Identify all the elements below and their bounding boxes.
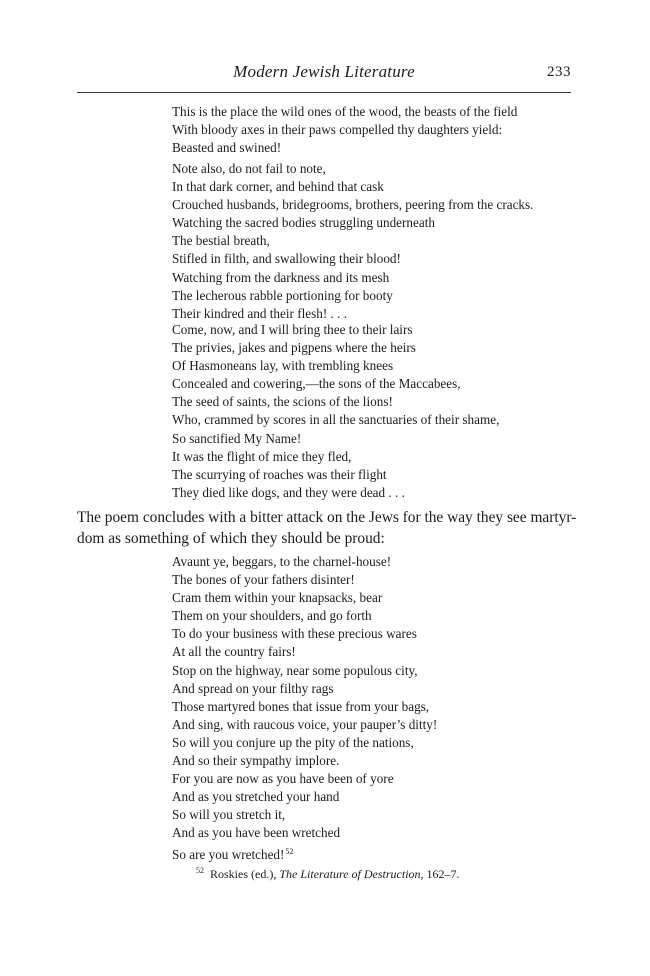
poem-line: At all the country fairs! bbox=[172, 644, 296, 660]
poem-line: With bloody axes in their paws compelled thy daughters yield: bbox=[172, 122, 503, 138]
footnote-text-post: , 162–7. bbox=[420, 867, 460, 881]
poem-line: And spread on your filthy rags bbox=[172, 680, 334, 696]
footnote bbox=[196, 866, 460, 882]
footnote-number: 52 bbox=[196, 866, 204, 875]
poem-line: Those martyred bones that issue from your bags, bbox=[172, 698, 430, 714]
poem-line: Avaunt ye, beggars, to the charnel-house! bbox=[172, 554, 392, 569]
poem-line: And as you have been wretched bbox=[172, 825, 341, 841]
paragraph-line: The poem concludes with a bitter attack on the Jews for the way they see martyr- bbox=[77, 509, 577, 526]
poem-line: So will you conjure up the pity of the nations, bbox=[172, 734, 414, 750]
poem-line: The lecherous rabble portioning for booty bbox=[172, 287, 393, 303]
poem-stanza-2 bbox=[172, 160, 592, 323]
poem-line bbox=[172, 843, 592, 864]
poem-line: Them on your shoulders, and go forth bbox=[172, 608, 372, 624]
poem-line: They died like dogs, and they were dead . . . bbox=[172, 484, 405, 500]
poem-line: Cram them within your knapsacks, bear bbox=[172, 590, 383, 606]
poem-line: The bestial breath, bbox=[172, 233, 270, 249]
footnote-reference[interactable]: 52 bbox=[285, 846, 294, 856]
poem-line: Who, crammed by scores in all the sanctuaries of their shame, bbox=[172, 412, 500, 428]
poem-line: Stop on the highway, near some populous city, bbox=[172, 662, 418, 678]
poem-line: Their kindred and their flesh! . . . bbox=[172, 305, 348, 321]
poem-line: So will you stretch it, bbox=[172, 807, 286, 823]
poem-line: To do your business with these precious wares bbox=[172, 626, 417, 642]
poem-line: Stifled in filth, and swallowing their blood! bbox=[172, 251, 401, 267]
poem-line: In that dark corner, and behind that cask bbox=[172, 179, 384, 195]
poem-line: Crouched husbands, bridegrooms, brothers, peering from the cracks. bbox=[172, 197, 534, 213]
body-paragraph bbox=[77, 507, 577, 549]
page-number: 233 bbox=[547, 64, 571, 80]
poem-line: And so their sympathy implore. bbox=[172, 753, 340, 769]
poem-line: Beasted and swined! bbox=[172, 140, 282, 156]
poem-stanza-1 bbox=[172, 103, 592, 157]
poem-line: Watching the sacred bodies struggling underneath bbox=[172, 215, 435, 231]
poem-line: This is the place the wild ones of the wood, the beasts of the field bbox=[172, 104, 518, 119]
poem-line: So sanctified My Name! bbox=[172, 430, 302, 446]
poem-line: Come, now, and I will bring thee to their lairs bbox=[172, 322, 413, 337]
poem-line: Note also, do not fail to note, bbox=[172, 161, 326, 176]
poem-line: The scurrying of roaches was their flight bbox=[172, 466, 387, 482]
running-header bbox=[77, 56, 571, 93]
poem-line: It was the flight of mice they fled, bbox=[172, 448, 352, 464]
poem-line-text: So are you wretched! bbox=[172, 846, 285, 862]
poem-line: The bones of your fathers disinter! bbox=[172, 572, 355, 588]
poem-line: Concealed and cowering,—the sons of the Maccabees, bbox=[172, 376, 461, 392]
poem-line: Watching from the darkness and its mesh bbox=[172, 269, 390, 285]
poem-stanza-3 bbox=[172, 321, 592, 502]
footnote-book-title: The Literature of Destruction bbox=[279, 867, 421, 881]
poem-line: For you are now as you have been of yore bbox=[172, 771, 394, 787]
poem-line: The seed of saints, the scions of the lions! bbox=[172, 394, 393, 410]
poem-line: And as you stretched your hand bbox=[172, 789, 340, 805]
running-title: Modern Jewish Literature bbox=[233, 62, 415, 81]
footnote-text-pre: Roskies (ed.), bbox=[210, 867, 280, 881]
poem-stanza-4 bbox=[172, 553, 592, 864]
paragraph-line: dom as something of which they should be proud: bbox=[77, 530, 385, 547]
poem-line: Of Hasmoneans lay, with trembling knees bbox=[172, 358, 394, 374]
poem-line: And sing, with raucous voice, your pauper’s ditty! bbox=[172, 716, 438, 732]
poem-line: The privies, jakes and pigpens where the heirs bbox=[172, 340, 416, 356]
